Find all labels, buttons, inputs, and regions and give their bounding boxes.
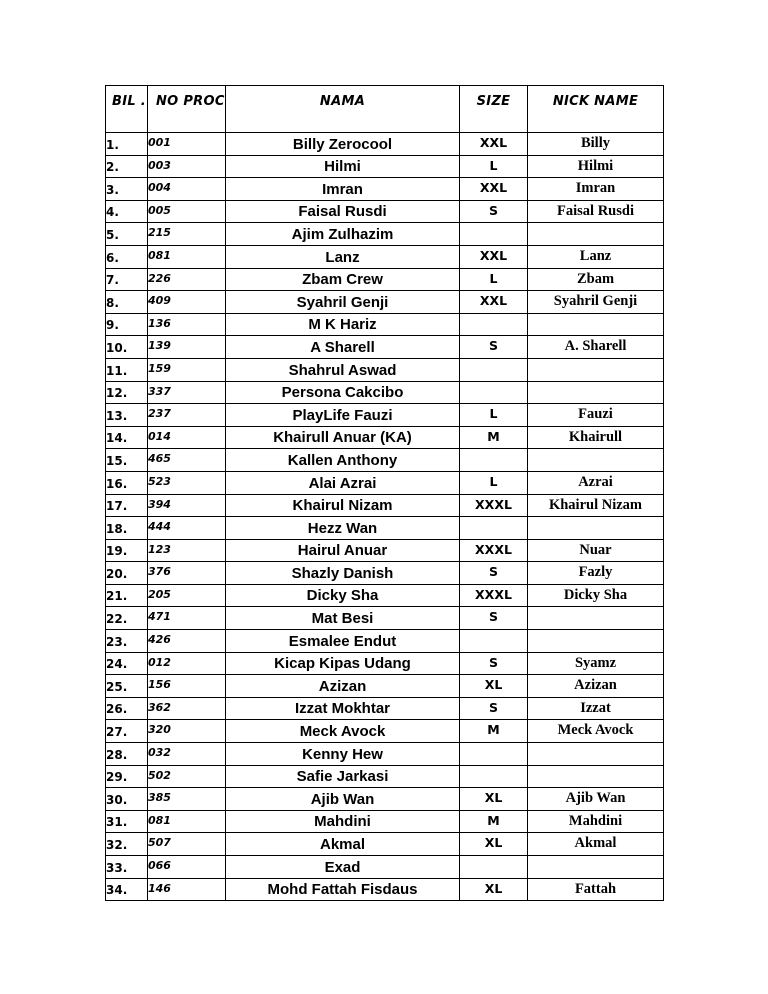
cell-no-proc: 081	[148, 810, 226, 833]
cell-bil: 14.	[106, 426, 148, 449]
cell-size: M	[460, 426, 528, 449]
cell-no-proc: 215	[148, 223, 226, 246]
cell-nama: Azizan	[226, 675, 460, 698]
cell-nick-name	[528, 381, 664, 404]
table-row	[106, 856, 664, 879]
cell-no-proc: 159	[148, 358, 226, 381]
table-body	[106, 133, 664, 901]
table-row	[106, 449, 664, 472]
cell-size	[460, 313, 528, 336]
cell-no-proc: 146	[148, 878, 226, 901]
cell-size: XXXL	[460, 584, 528, 607]
cell-nick-name	[528, 313, 664, 336]
cell-nick-name: Syamz	[528, 652, 664, 675]
cell-size: S	[460, 336, 528, 359]
cell-nick-name: Billy	[528, 133, 664, 156]
cell-size: XL	[460, 675, 528, 698]
cell-nama: A Sharell	[226, 336, 460, 359]
cell-nick-name: Dicky Sha	[528, 584, 664, 607]
cell-size: M	[460, 720, 528, 743]
table-row	[106, 336, 664, 359]
cell-size: XXL	[460, 178, 528, 201]
cell-nick-name: Azizan	[528, 675, 664, 698]
cell-size	[460, 223, 528, 246]
cell-bil: 12.	[106, 381, 148, 404]
cell-nick-name: Meck Avock	[528, 720, 664, 743]
table-row	[106, 652, 664, 675]
cell-bil: 17.	[106, 494, 148, 517]
cell-bil: 23.	[106, 630, 148, 653]
table-row	[106, 630, 664, 653]
cell-no-proc: 001	[148, 133, 226, 156]
table-row	[106, 494, 664, 517]
cell-size: S	[460, 697, 528, 720]
cell-nick-name	[528, 223, 664, 246]
cell-nama: PlayLife Fauzi	[226, 404, 460, 427]
header-nama: NAMA	[226, 86, 460, 133]
cell-size: S	[460, 200, 528, 223]
cell-size: XXXL	[460, 494, 528, 517]
cell-nick-name: Fazly	[528, 562, 664, 585]
cell-nama: Khairull Anuar (KA)	[226, 426, 460, 449]
cell-nama: Shahrul Aswad	[226, 358, 460, 381]
cell-nama: Kicap Kipas Udang	[226, 652, 460, 675]
cell-no-proc: 066	[148, 856, 226, 879]
cell-bil: 28.	[106, 743, 148, 766]
cell-bil: 4.	[106, 200, 148, 223]
cell-nick-name: Zbam	[528, 268, 664, 291]
cell-nama: Lanz	[226, 245, 460, 268]
cell-no-proc: 123	[148, 539, 226, 562]
table-row	[106, 223, 664, 246]
cell-nick-name: Nuar	[528, 539, 664, 562]
cell-size	[460, 449, 528, 472]
table-row	[106, 313, 664, 336]
cell-no-proc: 507	[148, 833, 226, 856]
cell-no-proc: 012	[148, 652, 226, 675]
cell-no-proc: 523	[148, 471, 226, 494]
cell-nama: Ajib Wan	[226, 788, 460, 811]
cell-size: S	[460, 652, 528, 675]
cell-bil: 11.	[106, 358, 148, 381]
cell-no-proc: 337	[148, 381, 226, 404]
cell-size	[460, 765, 528, 788]
cell-size	[460, 856, 528, 879]
cell-no-proc: 004	[148, 178, 226, 201]
table-row	[106, 200, 664, 223]
cell-size: XXL	[460, 291, 528, 314]
cell-no-proc: 005	[148, 200, 226, 223]
cell-nama: M K Hariz	[226, 313, 460, 336]
cell-no-proc: 237	[148, 404, 226, 427]
cell-size: XL	[460, 833, 528, 856]
cell-nama: Dicky Sha	[226, 584, 460, 607]
cell-no-proc: 136	[148, 313, 226, 336]
cell-nick-name: Faisal Rusdi	[528, 200, 664, 223]
cell-size: L	[460, 268, 528, 291]
cell-bil: 8.	[106, 291, 148, 314]
table-row	[106, 584, 664, 607]
cell-no-proc: 394	[148, 494, 226, 517]
cell-nama: Akmal	[226, 833, 460, 856]
cell-bil: 10.	[106, 336, 148, 359]
cell-bil: 7.	[106, 268, 148, 291]
cell-bil: 29.	[106, 765, 148, 788]
table-row	[106, 381, 664, 404]
cell-nick-name: Izzat	[528, 697, 664, 720]
cell-bil: 18.	[106, 517, 148, 540]
table-row	[106, 539, 664, 562]
cell-bil: 15.	[106, 449, 148, 472]
cell-bil: 25.	[106, 675, 148, 698]
cell-nick-name: A. Sharell	[528, 336, 664, 359]
table-row	[106, 810, 664, 833]
cell-nick-name	[528, 743, 664, 766]
cell-size	[460, 358, 528, 381]
cell-no-proc: 385	[148, 788, 226, 811]
table-row	[106, 133, 664, 156]
header-bil: BIL .	[106, 86, 148, 133]
cell-no-proc: 139	[148, 336, 226, 359]
table-row	[106, 833, 664, 856]
cell-nick-name	[528, 358, 664, 381]
cell-no-proc: 156	[148, 675, 226, 698]
cell-nick-name: Syahril Genji	[528, 291, 664, 314]
cell-nama: Persona Cakcibo	[226, 381, 460, 404]
cell-no-proc: 205	[148, 584, 226, 607]
cell-bil: 24.	[106, 652, 148, 675]
cell-nick-name: Fattah	[528, 878, 664, 901]
table-row	[106, 675, 664, 698]
cell-nama: Kenny Hew	[226, 743, 460, 766]
cell-bil: 33.	[106, 856, 148, 879]
cell-nama: Imran	[226, 178, 460, 201]
roster-table	[105, 85, 664, 901]
cell-bil: 30.	[106, 788, 148, 811]
table-row	[106, 291, 664, 314]
cell-bil: 19.	[106, 539, 148, 562]
cell-bil: 16.	[106, 471, 148, 494]
header-size: SIZE	[460, 86, 528, 133]
cell-nick-name: Khairull	[528, 426, 664, 449]
cell-nama: Meck Avock	[226, 720, 460, 743]
cell-size: S	[460, 607, 528, 630]
cell-bil: 27.	[106, 720, 148, 743]
cell-nama: Hairul Anuar	[226, 539, 460, 562]
cell-no-proc: 014	[148, 426, 226, 449]
table-row	[106, 697, 664, 720]
cell-no-proc: 226	[148, 268, 226, 291]
cell-nama: Mahdini	[226, 810, 460, 833]
cell-nick-name	[528, 856, 664, 879]
table-row	[106, 426, 664, 449]
cell-nama: Hilmi	[226, 155, 460, 178]
cell-size: M	[460, 810, 528, 833]
cell-no-proc: 444	[148, 517, 226, 540]
table-row	[106, 245, 664, 268]
cell-nama: Safie Jarkasi	[226, 765, 460, 788]
header-nick-name: NICK NAME	[528, 86, 664, 133]
cell-size: S	[460, 562, 528, 585]
cell-nick-name: Mahdini	[528, 810, 664, 833]
cell-nama: Mohd Fattah Fisdaus	[226, 878, 460, 901]
cell-nama: Mat Besi	[226, 607, 460, 630]
table-row	[106, 178, 664, 201]
cell-bil: 6.	[106, 245, 148, 268]
cell-nama: Faisal Rusdi	[226, 200, 460, 223]
table-row	[106, 607, 664, 630]
cell-size: XL	[460, 788, 528, 811]
cell-nama: Shazly Danish	[226, 562, 460, 585]
table-row	[106, 471, 664, 494]
cell-size	[460, 630, 528, 653]
cell-bil: 3.	[106, 178, 148, 201]
cell-nick-name: Imran	[528, 178, 664, 201]
cell-nama: Billy Zerocool	[226, 133, 460, 156]
cell-nick-name	[528, 517, 664, 540]
cell-size	[460, 517, 528, 540]
table-row	[106, 404, 664, 427]
cell-no-proc: 376	[148, 562, 226, 585]
cell-nama: Esmalee Endut	[226, 630, 460, 653]
cell-nick-name	[528, 630, 664, 653]
cell-no-proc: 465	[148, 449, 226, 472]
cell-no-proc: 032	[148, 743, 226, 766]
cell-nick-name	[528, 765, 664, 788]
header-row	[106, 86, 664, 133]
cell-nama: Syahril Genji	[226, 291, 460, 314]
cell-size: XXXL	[460, 539, 528, 562]
cell-bil: 26.	[106, 697, 148, 720]
cell-bil: 20.	[106, 562, 148, 585]
table-row	[106, 720, 664, 743]
cell-nick-name: Khairul Nizam	[528, 494, 664, 517]
table-row	[106, 765, 664, 788]
cell-no-proc: 081	[148, 245, 226, 268]
cell-size	[460, 381, 528, 404]
table-row	[106, 788, 664, 811]
table-row	[106, 562, 664, 585]
cell-bil: 32.	[106, 833, 148, 856]
cell-bil: 2.	[106, 155, 148, 178]
cell-no-proc: 320	[148, 720, 226, 743]
cell-bil: 13.	[106, 404, 148, 427]
cell-size: L	[460, 404, 528, 427]
cell-nick-name: Fauzi	[528, 404, 664, 427]
cell-size: XXL	[460, 245, 528, 268]
cell-no-proc: 426	[148, 630, 226, 653]
cell-size: XXL	[460, 133, 528, 156]
cell-size: XL	[460, 878, 528, 901]
cell-nama: Hezz Wan	[226, 517, 460, 540]
cell-nama: Kallen Anthony	[226, 449, 460, 472]
cell-nama: Exad	[226, 856, 460, 879]
table-row	[106, 155, 664, 178]
cell-nick-name: Lanz	[528, 245, 664, 268]
cell-bil: 22.	[106, 607, 148, 630]
header-no-proc: NO PROC	[148, 86, 226, 133]
table-row	[106, 517, 664, 540]
cell-bil: 9.	[106, 313, 148, 336]
cell-nick-name: Hilmi	[528, 155, 664, 178]
cell-nama: Zbam Crew	[226, 268, 460, 291]
cell-bil: 31.	[106, 810, 148, 833]
cell-bil: 1.	[106, 133, 148, 156]
cell-no-proc: 409	[148, 291, 226, 314]
cell-nama: Khairul Nizam	[226, 494, 460, 517]
table-row	[106, 743, 664, 766]
cell-no-proc: 502	[148, 765, 226, 788]
cell-no-proc: 003	[148, 155, 226, 178]
cell-bil: 34.	[106, 878, 148, 901]
cell-nick-name: Azrai	[528, 471, 664, 494]
cell-size: L	[460, 471, 528, 494]
cell-nick-name	[528, 449, 664, 472]
cell-nick-name: Ajib Wan	[528, 788, 664, 811]
cell-nick-name	[528, 607, 664, 630]
table-row	[106, 878, 664, 901]
cell-no-proc: 362	[148, 697, 226, 720]
table-row	[106, 358, 664, 381]
cell-size	[460, 743, 528, 766]
cell-nama: Izzat Mokhtar	[226, 697, 460, 720]
cell-nama: Ajim Zulhazim	[226, 223, 460, 246]
cell-bil: 5.	[106, 223, 148, 246]
cell-nama: Alai Azrai	[226, 471, 460, 494]
cell-bil: 21.	[106, 584, 148, 607]
table-row	[106, 268, 664, 291]
cell-no-proc: 471	[148, 607, 226, 630]
cell-size: L	[460, 155, 528, 178]
cell-nick-name: Akmal	[528, 833, 664, 856]
